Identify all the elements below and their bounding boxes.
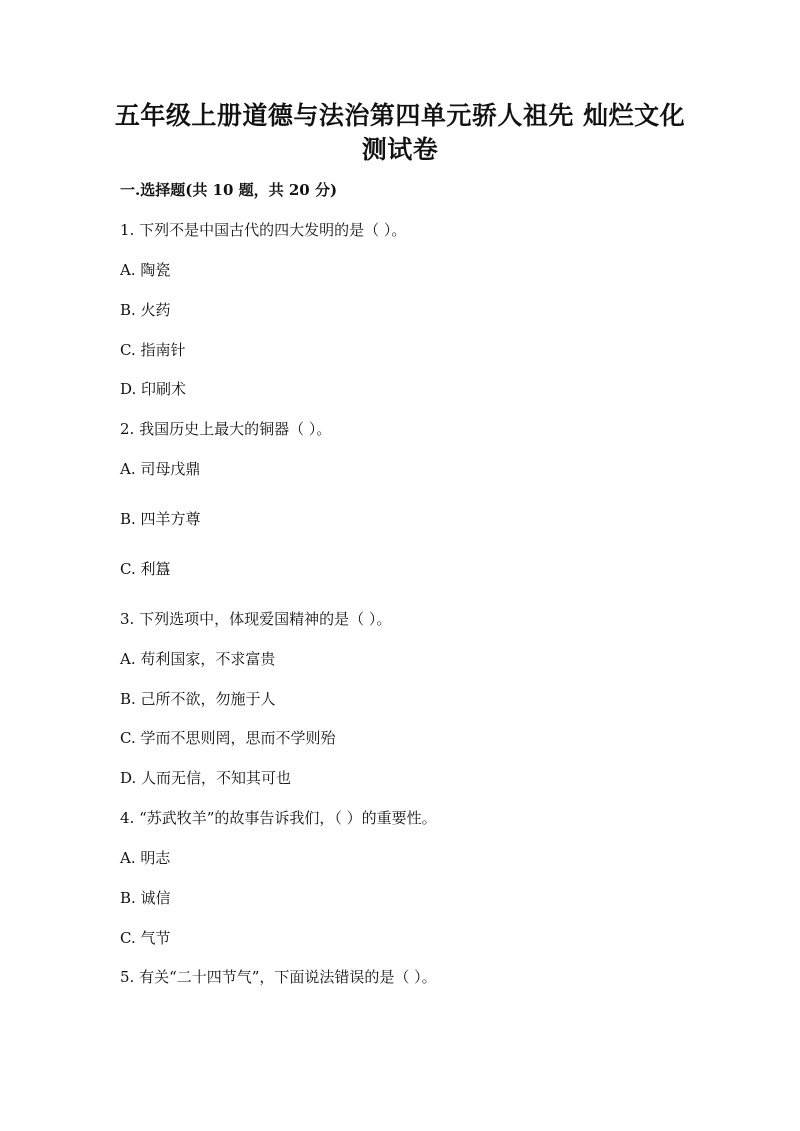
question-1-stem: 1. 下列不是中国古代的四大发明的是（ ）。 [120, 221, 407, 239]
question-3-option-c: C. 学而不思则罔，思而不学则殆 [120, 729, 336, 747]
question-3-option-a: A. 苟利国家，不求富贵 [120, 650, 276, 668]
question-3-option-b: B. 己所不欲，勿施于人 [120, 690, 276, 708]
question-5-stem: 5. 有关“二十四节气”，下面说法错误的是（ ）。 [120, 968, 437, 986]
section-heading: 一.选择题(共 10 题，共 20 分) [120, 181, 338, 199]
question-2-option-b: B. 四羊方尊 [120, 510, 201, 528]
question-1-option-c: C. 指南针 [120, 341, 186, 359]
question-3-stem: 3. 下列选项中，体现爱国精神的是（ ）。 [120, 610, 392, 628]
question-2-stem: 2. 我国历史上最大的铜器（ ）。 [120, 420, 332, 438]
question-2-option-c: C. 利簋 [120, 560, 171, 578]
question-3-option-d: D. 人而无信，不知其可也 [120, 769, 292, 787]
question-1-option-b: B. 火药 [120, 301, 171, 319]
document-title-line1: 五年级上册道德与法治第四单元骄人祖先 灿烂文化 [114, 101, 686, 130]
question-1-option-d: D. 印刷术 [120, 380, 187, 398]
question-4-option-a: A. 明志 [120, 849, 171, 867]
question-4-stem: 4. “苏武牧羊”的故事告诉我们，（ ）的重要性。 [120, 809, 437, 827]
question-1-option-a: A. 陶瓷 [120, 261, 171, 279]
question-4-option-b: B. 诚信 [120, 889, 171, 907]
document-title-line2: 测试卷 [361, 135, 439, 164]
question-4-option-c: C. 气节 [120, 929, 171, 947]
question-2-option-a: A. 司母戊鼎 [120, 460, 201, 478]
